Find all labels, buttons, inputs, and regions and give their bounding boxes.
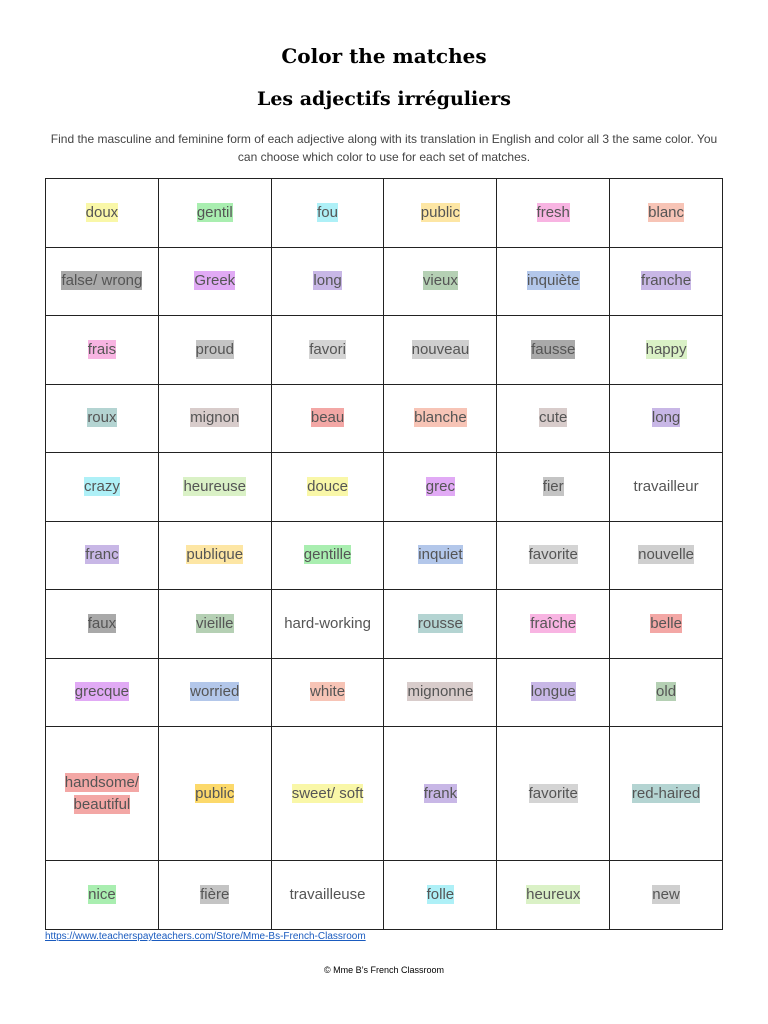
page-subtitle: Les adjectifs irréguliers (256, 88, 512, 110)
grid-row (46, 384, 723, 453)
adjective-word: longue (530, 683, 576, 701)
copyright-text: © Mme B’s French Classroom (324, 965, 444, 975)
grid-cell[interactable] (610, 179, 723, 248)
grid-cell[interactable] (497, 384, 610, 453)
adjective-word: fier (542, 477, 564, 495)
grid-cell[interactable] (271, 727, 384, 861)
grid-row (46, 727, 723, 861)
grid-cell[interactable] (46, 247, 159, 316)
grid-cell[interactable] (271, 179, 384, 248)
grid-cell[interactable] (158, 316, 271, 385)
grid-row (46, 247, 723, 316)
adjective-word: travailleur (633, 477, 699, 495)
grid-cell[interactable] (610, 453, 723, 522)
adjective-word: nice (88, 886, 116, 904)
adjective-word: fausse (531, 340, 576, 358)
grid-cell[interactable] (46, 179, 159, 248)
adjective-word: faux (87, 614, 117, 632)
adjective-word: publique (186, 546, 244, 564)
adjective-word: worried (190, 683, 240, 701)
adjective-word: long (313, 272, 342, 290)
adjective-word: beau (310, 409, 345, 427)
adjective-word: public (420, 203, 460, 221)
grid-row (46, 179, 723, 248)
grid-cell[interactable] (271, 521, 384, 590)
grid-cell[interactable] (158, 590, 271, 659)
grid-cell[interactable] (46, 316, 159, 385)
adjective-word: crazy (83, 477, 120, 495)
adjective-word: gentil (196, 203, 233, 221)
grid-cell[interactable] (271, 590, 384, 659)
adjective-word: fou (317, 203, 338, 221)
grid-cell[interactable] (497, 453, 610, 522)
grid-cell[interactable] (610, 247, 723, 316)
adjective-word: folle (426, 886, 455, 904)
grid-row (46, 521, 723, 590)
instructions-text: Find the masculine and feminine form of each adjective along with its translation in English and color all 3 the same color. You can choose which color to use for each set of matches. (50, 132, 718, 164)
adjective-word: favorite (528, 546, 578, 564)
grid-cell[interactable] (271, 658, 384, 727)
adjective-word: favorite (528, 784, 578, 802)
grid-cell[interactable] (610, 861, 723, 930)
adjective-word: public (195, 784, 235, 802)
grid-cell[interactable] (158, 727, 271, 861)
grid-cell[interactable] (46, 521, 159, 590)
adjective-grid (45, 178, 723, 930)
adjective-word: happy (645, 340, 687, 358)
grid-cell[interactable] (271, 453, 384, 522)
grid-cell[interactable] (46, 658, 159, 727)
adjective-word: frais (87, 340, 117, 358)
grid-cell[interactable] (384, 658, 497, 727)
grid-cell[interactable] (271, 384, 384, 453)
grid-cell[interactable] (497, 179, 610, 248)
adjective-word: douce (307, 477, 348, 495)
grid-cell[interactable] (610, 658, 723, 727)
grid-cell[interactable] (610, 316, 723, 385)
grid-row (46, 590, 723, 659)
grid-cell[interactable] (384, 453, 497, 522)
adjective-word: rousse (417, 614, 463, 632)
adjective-word: new (652, 886, 680, 904)
grid-cell[interactable] (384, 316, 497, 385)
adjective-word: frank (423, 784, 458, 802)
adjective-word: fraîche (530, 614, 577, 632)
adjective-word: blanche (414, 409, 467, 427)
adjective-word: inquiet (418, 546, 463, 564)
adjective-word: mignonne (407, 683, 474, 701)
adjective-word: false/ wrong (61, 272, 143, 290)
grid-cell[interactable] (46, 590, 159, 659)
adjective-word: vieux (422, 272, 458, 290)
adjective-word: red-haired (631, 784, 701, 802)
store-link[interactable]: https://www.teacherspayteachers.com/Store/Mme-Bs-French-Classroom (45, 931, 366, 942)
adjective-word: cute (539, 409, 568, 427)
adjective-word: grecque (74, 683, 130, 701)
grid-cell[interactable] (384, 590, 497, 659)
adjective-word: hard-working (284, 614, 371, 632)
adjective-word: fière (200, 886, 230, 904)
grid-cell[interactable] (497, 727, 610, 861)
adjective-word: gentille (303, 546, 352, 564)
grid-cell[interactable] (610, 590, 723, 659)
grid-cell[interactable] (497, 590, 610, 659)
grid-row (46, 453, 723, 522)
grid-cell[interactable] (46, 727, 159, 861)
adjective-word: franche (641, 272, 692, 290)
grid-cell[interactable] (384, 179, 497, 248)
grid-cell[interactable] (384, 727, 497, 861)
grid-cell[interactable] (271, 247, 384, 316)
grid-cell[interactable] (158, 453, 271, 522)
grid-cell[interactable] (384, 521, 497, 590)
adjective-word: roux (87, 409, 117, 427)
grid-cell[interactable] (271, 861, 384, 930)
grid-row (46, 316, 723, 385)
adjective-word: proud (195, 340, 234, 358)
grid-cell[interactable] (497, 861, 610, 930)
adjective-word: nouveau (411, 340, 470, 358)
grid-cell[interactable] (610, 384, 723, 453)
adjective-word: white (310, 683, 346, 701)
adjective-word: grec (425, 477, 455, 495)
grid-cell[interactable] (610, 727, 723, 861)
adjective-word: long (651, 409, 681, 427)
grid-cell[interactable] (497, 658, 610, 727)
grid-cell[interactable] (158, 247, 271, 316)
grid-cell[interactable] (46, 384, 159, 453)
grid-cell[interactable] (384, 247, 497, 316)
grid-cell[interactable] (497, 247, 610, 316)
grid-cell[interactable] (384, 861, 497, 930)
grid-cell[interactable] (158, 521, 271, 590)
grid-cell[interactable] (46, 453, 159, 522)
adjective-word: travailleuse (289, 886, 366, 904)
grid-cell[interactable] (384, 384, 497, 453)
adjective-word: old (656, 683, 677, 701)
adjective-word: blanc (648, 203, 684, 221)
grid-cell[interactable] (610, 521, 723, 590)
adjective-word: franc (85, 546, 119, 564)
grid-row (46, 658, 723, 727)
adjective-word: handsome/ beautiful (64, 773, 140, 813)
adjective-word: fresh (536, 203, 570, 221)
adjective-word: heureux (526, 886, 581, 904)
adjective-word: Greek (194, 272, 236, 290)
grid-row (46, 861, 723, 930)
adjective-word: vieille (195, 614, 234, 632)
adjective-word: mignon (190, 409, 240, 427)
grid-cell[interactable] (158, 658, 271, 727)
grid-cell[interactable] (497, 521, 610, 590)
adjective-word: doux (85, 203, 119, 221)
page-title: Color the matches (281, 44, 487, 68)
grid-cell[interactable] (158, 179, 271, 248)
adjective-word: belle (650, 614, 682, 632)
adjective-word: nouvelle (638, 546, 695, 564)
grid-cell[interactable] (271, 316, 384, 385)
grid-cell[interactable] (158, 384, 271, 453)
adjective-word: favori (309, 340, 346, 358)
adjective-word: sweet/ soft (291, 784, 364, 802)
adjective-word: inquiète (526, 272, 580, 290)
grid-cell[interactable] (497, 316, 610, 385)
adjective-word: heureuse (183, 477, 247, 495)
grid-cell[interactable] (158, 861, 271, 930)
grid-cell[interactable] (46, 861, 159, 930)
